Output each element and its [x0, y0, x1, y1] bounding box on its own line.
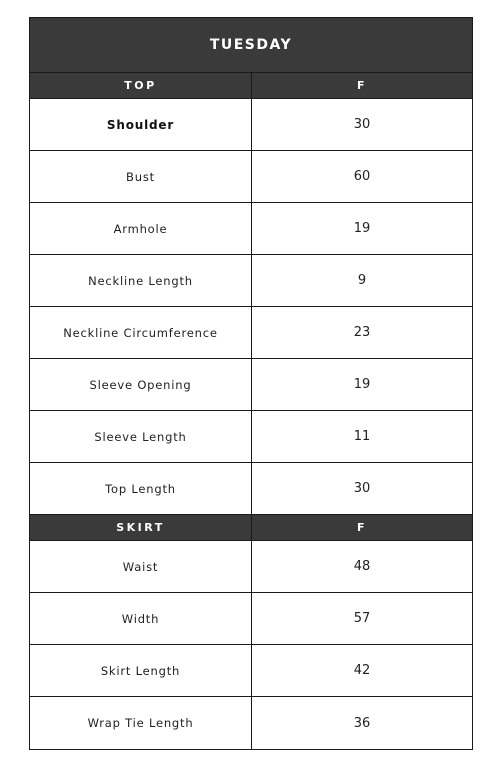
section-label-top: TOP [30, 73, 252, 98]
measurement-value: 11 [353, 429, 371, 444]
table-title: TUESDAY [209, 37, 293, 53]
size-label-skirt: F [356, 521, 367, 534]
measurement-value: 57 [353, 611, 371, 626]
size-chart-table [29, 17, 473, 750]
measurement-value: 36 [353, 715, 371, 731]
table-row [30, 541, 472, 593]
size-label-top: F [356, 79, 367, 92]
measurement-name: Sleeve Opening [30, 359, 252, 410]
table-row [30, 411, 472, 463]
table-row [30, 99, 472, 151]
measurement-value: 30 [353, 481, 371, 496]
table-row [30, 593, 472, 645]
measurement-value: 19 [353, 221, 371, 236]
measurement-value: 23 [353, 325, 371, 340]
table-row [30, 151, 472, 203]
table-row [30, 697, 472, 749]
section-header-top [30, 73, 472, 99]
table-row [30, 203, 472, 255]
measurement-name: Top Length [30, 463, 252, 514]
measurement-name: Sleeve Length [30, 411, 252, 462]
measurement-name: Shoulder [30, 99, 252, 150]
measurement-value: 42 [353, 663, 371, 678]
section-label-skirt: SKIRT [30, 515, 252, 540]
table-row [30, 255, 472, 307]
measurement-name: Skirt Length [30, 645, 252, 696]
table-row [30, 463, 472, 515]
measurement-value: 60 [353, 169, 371, 184]
measurement-name: Neckline Length [30, 255, 252, 306]
measurement-value: 30 [353, 117, 371, 132]
measurement-value: 19 [353, 377, 371, 392]
measurement-name: Waist [30, 541, 252, 592]
measurement-name: Bust [30, 151, 252, 202]
table-row [30, 307, 472, 359]
section-header-skirt [30, 515, 472, 541]
table-row [30, 359, 472, 411]
measurement-name: Armhole [30, 203, 252, 254]
measurement-name: Neckline Circumference [30, 307, 252, 358]
measurement-name: Width [30, 593, 252, 644]
measurement-name: Wrap Tie Length [30, 697, 252, 749]
table-row [30, 645, 472, 697]
measurement-value: 9 [357, 273, 367, 288]
table-title-bar [30, 18, 472, 73]
measurement-value: 48 [353, 559, 371, 574]
